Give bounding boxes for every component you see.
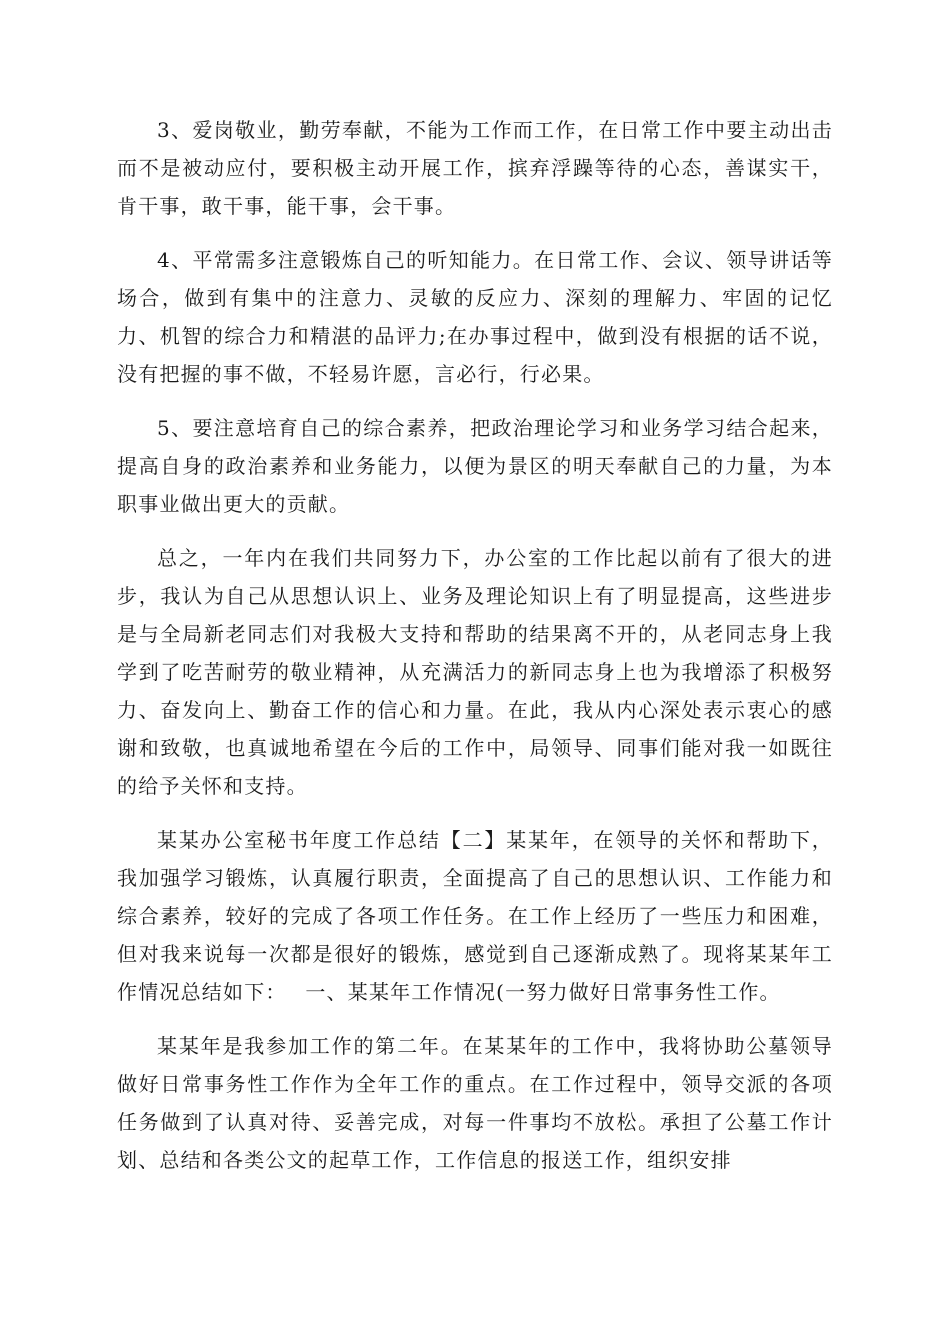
paragraph-second-year: 某某年是我参加工作的第二年。在某某年的工作中，我将协助公墓领导做好日常事务性工作作为全年工作的重点。在工作过程中，领导交派的各项任务做到了认真对待、妥善完成，对每一件事均不放松。承担了公墓工作计划、总结和各类公文的起草工作，工作信息的报送工作，组织安排: [117, 1034, 833, 1172]
paragraph-item-4: 4、平常需多注意锻炼自己的听知能力。在日常工作、会议、领导讲话等场合，做到有集中的注意力、灵敏的反应力、深刻的理解力、牢固的记忆力、机智的综合力和精湛的品评力;在办事过程中，做到没有根据的话不说，没有把握的事不做，不轻易许愿，言必行，行必果。: [117, 248, 833, 386]
paragraph-item-3: 3、爱岗敬业，勤劳奉献，不能为工作而工作，在日常工作中要主动出击而不是被动应付，要积极主动开展工作，摈弃浮躁等待的心态，善谋实干，肯干事，敢干事，能干事，会干事。: [117, 118, 833, 218]
paragraph-report-two-intro: 某某办公室秘书年度工作总结【二】某某年，在领导的关怀和帮助下，我加强学习锻炼，认真履行职责，全面提高了自己的思想认识、工作能力和综合素养，较好的完成了各项工作任务。在工作上经历了一些压力和困难，但对我来说每一次都是很好的锻炼，感觉到自己逐渐成熟了。现将某某年工作情况总结如下： 一、某某年工作情况(一努力做好日常事务性工作。: [117, 828, 833, 1004]
document-body: [117, 111, 833, 1195]
paragraph-item-5: 5、要注意培育自己的综合素养，把政治理论学习和业务学习结合起来，提高自身的政治素养和业务能力，以便为景区的明天奉献自己的力量，为本职事业做出更大的贡献。: [117, 416, 833, 516]
paragraph-summary: 总之，一年内在我们共同努力下，办公室的工作比起以前有了很大的进步，我认为自己从思想认识上、业务及理论知识上有了明显提高，这些进步是与全局新老同志们对我极大支持和帮助的结果离不开的，从老同志身上我学到了吃苦耐劳的敬业精神，从充满活力的新同志身上也为我增添了积极努力、奋发向上、勤奋工作的信心和力量。在此，我从内心深处表示衷心的感谢和致敬，也真诚地希望在今后的工作中，局领导、同事们能对我一如既往的给予关怀和支持。: [117, 546, 833, 798]
